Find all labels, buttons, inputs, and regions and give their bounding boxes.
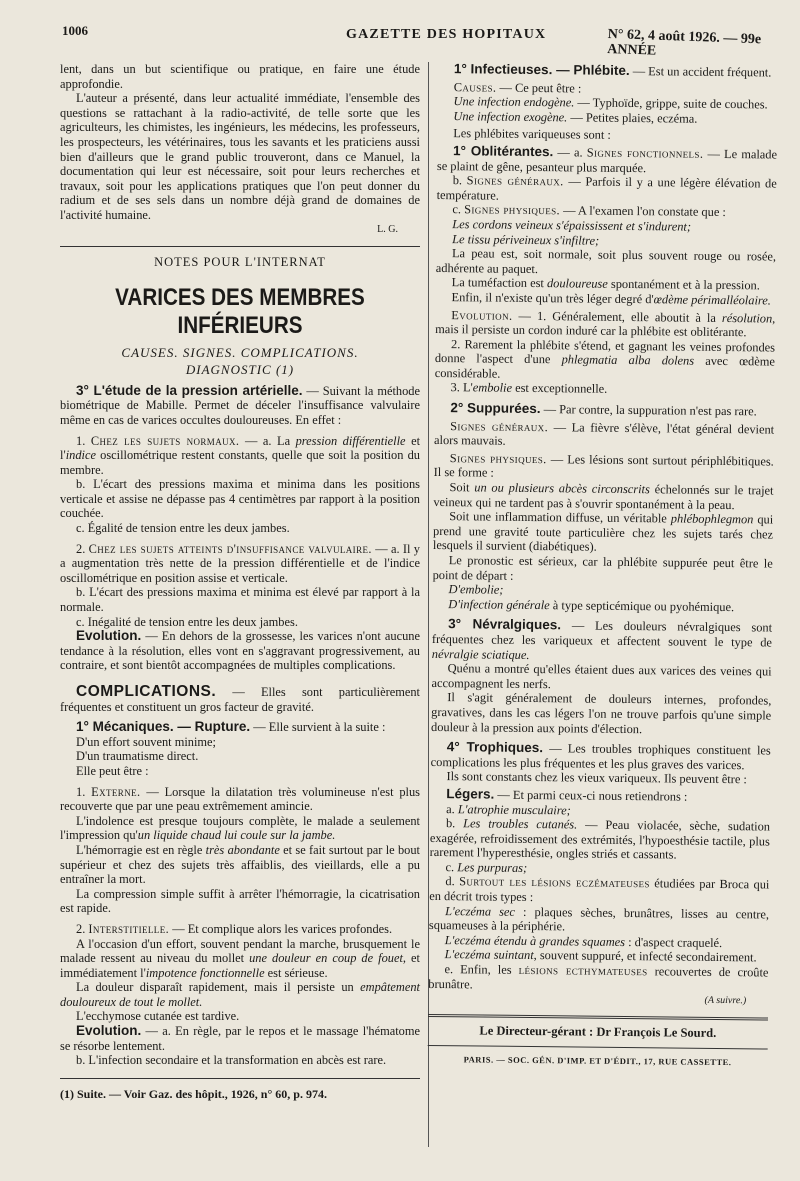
- list-item: 2. Interstitielle. — Et complique alors les varices profondes.: [76, 921, 393, 936]
- page-number: 1006: [62, 23, 88, 38]
- section-heading: 3° L'étude de la pression artérielle.: [76, 382, 303, 398]
- list-item: d. Surtout les lésions eczémateuses étudiées par Broca qui en décrit trois types :: [429, 874, 770, 905]
- paragraph: Soit un ou plusieurs abcès circonscrits échelonnés sur le trajet veineux qui ne tardent pas à s'ouvrir spontanément à la peau.: [433, 480, 774, 512]
- paragraph: Evolution. — a. En règle, par le repos et le massage l'hématome se résorbe lentement.: [60, 1023, 420, 1053]
- paragraph: Les phlébites variqueuses sont :: [453, 126, 611, 143]
- section-heading: COMPLICATIONS.: [76, 683, 217, 700]
- section-heading: 1° Oblitérantes.: [452, 143, 554, 160]
- list-item: Le tissu périveineux s'infiltre;: [452, 231, 600, 248]
- list-item: La tuméfaction est douloureuse spontanément et à la pression.: [451, 275, 760, 293]
- paragraph: Soit une inflammation diffuse, un véritable phlébophlegmon qui prend une gravité toute particulière chez les sujets tarés chez lesquels il survient (diabétiques).: [432, 509, 774, 555]
- list-item: b. Signes généraux. — Parfois il y a une légère élévation de température.: [436, 173, 777, 203]
- article-subtitle: CAUSES. SIGNES. COMPLICATIONS.: [121, 344, 359, 360]
- list-item: D'un effort souvent minime;: [76, 734, 216, 749]
- section-divider: [60, 246, 420, 247]
- double-rule: [428, 1014, 768, 1021]
- paragraph: Signes physiques. — Les lésions sont surtout périphlébitiques. Il se forme :: [433, 450, 774, 481]
- paragraph: Quénu a montré qu'elles étaient dues aux varices des veines qui accompagnent les nerfs.: [431, 661, 772, 691]
- list-item: c. Signes physiques. — A l'examen l'on constate que :: [452, 202, 726, 220]
- review-signature: L. G.: [377, 223, 398, 235]
- list-item: L'eczéma sec : plaques sèches, brunâtres, lisses au centre, squameuses à la périphérie.: [428, 903, 770, 934]
- paragraph: COMPLICATIONS. — Elles sont particulièrement fréquentes et constituent un gros facteur de gravité.: [60, 683, 420, 714]
- list-item: L'eczéma suintant, souvent suppuré, et infecté secondairement.: [444, 947, 757, 965]
- paragraph: Evolution. — 1. Généralement, elle aboutit à la résolution, mais il persiste un cordon induré car la phlébite est oblitérante.: [435, 307, 776, 340]
- paragraph: L'auteur a présenté, dans leur actualité immédiate, l'ensemble des questions se rattachant à la radio-activité, de telle sorte que les agriculteurs, les chimistes, les ingénieurs, les médecins, les professeurs, les prospecteurs, les vétérinaires, tous les savants et les praticiens aussi bien d'ailleurs que le grand public trouveront, dans ce Manuel, la documentation qui leur est nécessaire, soit pour leurs recherches et travaux, soit pour les applications pratiques que l'on peut donner du radium et de ses sels dans un nombre déjà grand de domaines de l'activité humaine.: [60, 91, 420, 222]
- list-item: D'un traumatisme direct.: [76, 749, 199, 764]
- paragraph: 3° L'étude de la pression artérielle. — Suivant la méthode biométrique de Mabille. Permet de déceler l'insuffisance valvulaire même en cas de varices occultes douloureuses. En effet :: [60, 382, 420, 427]
- paragraph: La compression simple suffit à arrêter l'hémorragie, la cicatrisation est rapide.: [60, 886, 420, 916]
- paragraph: b. L'infection secondaire et la transformation en abcès est rare.: [76, 1053, 387, 1068]
- paragraph: La douleur disparaît rapidement, mais il persiste un empâtement douloureux de tout le mollet.: [60, 980, 420, 1009]
- paragraph: Légers. — Et parmi ceux-ci nous retiendrons :: [446, 786, 688, 804]
- paragraph: A l'occasion d'un effort, souvent pendant la marche, brusquement le malade ressent au niveau du mollet une douleur en coup de fouet, et immédiatement l'impotence fonctionnelle est sérieuse.: [60, 936, 420, 980]
- printer-imprint: PARIS. — SOC. GÉN. D'IMP. ET D'ÉDIT., 17, RUE CASSETTE.: [427, 1045, 767, 1070]
- paragraph: Signes généraux. — La fièvre s'élève, l'état général devient alors mauvais.: [433, 418, 775, 448]
- left-column: [60, 62, 420, 1101]
- list-item: D'embolie;: [448, 582, 504, 597]
- paragraph: 3° Névralgiques. — Les douleurs névralgiques sont fréquentes chez les variqueux et affectent souvent le type de névralgie sciatique.: [431, 616, 773, 662]
- list-item: a. L'atrophie musculaire;: [446, 801, 571, 817]
- paragraph: 1° Oblitérantes. — a. Signes fonctionnels. — Le malade se plaint de gêne, pesanteur plus marquée.: [436, 143, 778, 175]
- section-heading: 3° Névralgiques.: [448, 616, 562, 633]
- paragraph: Causes. — Ce peut être :: [453, 79, 582, 96]
- list-item: Elle peut être :: [76, 763, 149, 778]
- list-item: e. Enfin, les lésions ecthymateuses recouvertes de croûte brunâtre.: [428, 962, 769, 992]
- paragraph: Le pronostic est sérieux, car la phlébite suppurée peut être le point de départ :: [432, 553, 773, 583]
- running-header: [62, 23, 786, 59]
- list-item: Les cordons veineux s'épaississent et s'indurent;: [452, 217, 692, 234]
- paragraph: L'indolence est presque toujours complète, le malade a seulement l'impression qu'un liquide chaud lui coule sur la jambe.: [60, 813, 420, 843]
- paragraph: L'ecchymose cutanée est tardive.: [76, 1009, 240, 1024]
- paragraph: Ils sont constants chez les vieux variqueux. Ils peuvent être :: [446, 769, 747, 787]
- list-item: Enfin, il n'existe qu'un très léger degré d'œdème périmalléolaire.: [451, 290, 771, 308]
- list-item: 3. L'embolie est exceptionnelle.: [450, 380, 608, 397]
- list-item: 1. Externe. — Lorsque la dilatation très volumineuse n'est plus recouverte que par une peau extrêmement amincie.: [60, 784, 421, 814]
- paragraph: 4° Trophiques. — Les troubles trophiques constituent les complications les plus fréquentes et les plus graves des varices.: [430, 739, 771, 772]
- paragraph: L'hémorragie est en règle très abondante et se fait surtout par le bout supérieur et chez des sujets très affaiblis, des vieillards, elle a pu entraîner la mort.: [60, 842, 420, 887]
- paragraph: 2° Suppurées. — Par contre, la suppuration n'est pas rare.: [450, 400, 757, 419]
- list-item: c. Inégalité de tension entre les deux jambes.: [76, 614, 298, 629]
- to-be-continued: (A suivre.): [704, 995, 747, 1007]
- paragraph: lent, dans un but scientifique ou pratique, en faire une étude approfondie.: [60, 62, 420, 91]
- list-item: L'eczéma étendu à grandes squames : d'aspect craquelé.: [444, 932, 723, 950]
- director-line: Le Directeur-gérant : Dr François Le Sourd.: [479, 1023, 717, 1040]
- list-item: Une infection endogène. — Typhoïde, grippe, suite de couches.: [453, 94, 768, 112]
- list-item: b. L'écart des pressions maxima et minima dans les positions verticale et assise ne dépasse pas 4 centimètres par rapport à la position couchée.: [60, 477, 420, 521]
- paragraph: Il s'agit généralement de douleurs internes, profondes, gravatives, dans les cas légers l'on ne trouve parfois qu'une simple douleur à la pression aux points d'élection.: [430, 690, 772, 736]
- list-item: 2. Rarement la phlébite s'étend, et gagnant les veines profondes donne l'aspect d'une phlegmatia alba dolens avec œdème considérable.: [434, 336, 776, 381]
- issue-info: N° 62, 4 août 1926. — 99e ANNÉE: [607, 27, 762, 59]
- section-heading: Légers.: [446, 786, 495, 802]
- list-item: D'infection générale à type septicémique ou pyohémique.: [448, 596, 735, 614]
- list-item: 2. Chez les sujets atteints d'insuffisance valvulaire. — a. Il y a augmentation très nette de la pression différentielle et de l'indice oscillométrique en position assise et verticale.: [60, 541, 420, 585]
- list-item: c. Égalité de tension entre les deux jambes.: [76, 521, 290, 536]
- list-item: Une infection exogène. — Petites plaies, eczéma.: [453, 108, 698, 126]
- list-item: c. Les purpuras;: [445, 859, 528, 875]
- article-subtitle: DIAGNOSTIC (1): [185, 361, 295, 377]
- list-item: 1. Chez les sujets normaux. — a. La pression différentielle et l'indice oscillométrique restent constants, quelle que soit la position du membre.: [60, 433, 421, 477]
- section-heading: 1° Infectieuses. — Phlébite.: [453, 61, 630, 79]
- list-item: b. L'écart des pressions maxima et minima est élevé par rapport à la normale.: [60, 585, 420, 615]
- list-item: b. Les troubles cutanés. — Peau violacée, sèche, sudation exagérée, refroidissement des extrémités, l'hypoesthésie tactile, plus rarement l'hyperesthésie, ongles striés et cassants.: [429, 816, 771, 862]
- section-heading: 1° Mécaniques. — Rupture.: [76, 719, 251, 735]
- right-column: [427, 62, 778, 1071]
- article-title: VARICES DES MEMBRES INFÉRIEURS: [115, 283, 365, 339]
- paragraph: 1° Mécaniques. — Rupture. — Elle survient à la suite :: [76, 719, 386, 735]
- list-item: La peau est, soit normale, soit plus souvent rouge ou rosée, adhérente au paquet.: [435, 246, 777, 276]
- section-heading: Evolution.: [76, 628, 142, 644]
- footnote: (1) Suite. — Voir Gaz. des hôpit., 1926, n° 60, p. 974.: [60, 1078, 420, 1102]
- journal-title: GAZETTE DES HOPITAUX: [346, 27, 547, 42]
- paragraph: Evolution. — En dehors de la grossesse, les varices n'ont aucune tendance à la résolution, elles vont en s'aggravant progressivement, au contraire, et sont bientôt accompagnées de multiples complications.: [60, 628, 420, 673]
- section-heading: Evolution.: [76, 1023, 142, 1039]
- paragraph: 1° Infectieuses. — Phlébite. — Est un accident fréquent.: [453, 61, 772, 80]
- section-heading: 2° Suppurées.: [450, 400, 541, 417]
- notes-header: NOTES POUR L'INTERNAT: [154, 255, 326, 270]
- section-heading: 4° Trophiques.: [446, 739, 544, 756]
